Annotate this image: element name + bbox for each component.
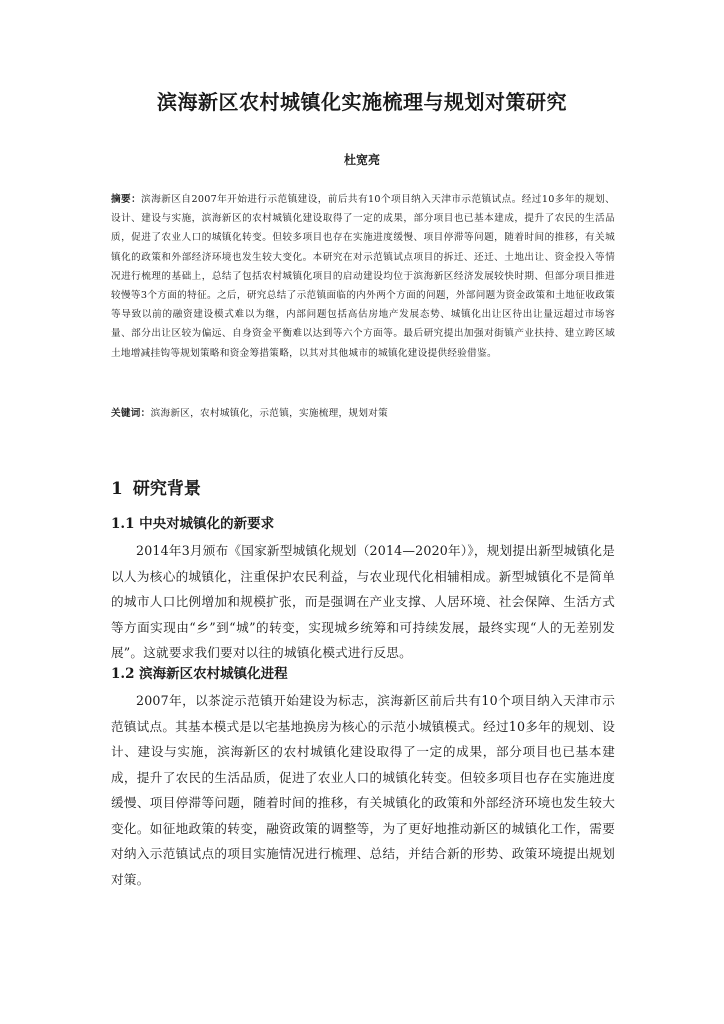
keywords-text: 滨海新区，农村城镇化，示范镇，实施梳理，规划对策 (150, 408, 389, 419)
keywords (111, 406, 615, 422)
abstract-label: 摘要： (111, 194, 142, 205)
abstract (111, 190, 615, 363)
keywords-label: 关键词： (111, 408, 151, 419)
author-name: 杜宽亮 (343, 153, 380, 167)
section-1-number: 1 (111, 479, 123, 499)
subsection-1-1-paragraph: 2014年3月颁布《国家新型城镇化规划（2014—2020年）》，规划提出新型城镇化是以人为核心的城镇化，注重保护农民利益，与农业现代化相辅相成。新型城镇化不是简单的城市人口比例增加和规模扩张，而是强调在产业支撑、人居环境、社会保障、生活方式等方面实现由“乡”到“城”的转变，实现城乡统筹和可持续发展，最终实现“人的无差别发展”。这就要求我们要对以往的城镇化模式进行反思。 (111, 543, 615, 660)
subsection-1-1-heading: 1.1 中央对城镇化的新要求 (111, 516, 275, 532)
abstract-text: 滨海新区自2007年开始进行示范镇建设，前后共有10个项目纳入天津市示范镇试点。经过10多年的规划、设计、建设与实施，滨海新区的农村城镇化建设取得了一定的成果，部分项目也已基本建成，提升了农民的生活品质，促进了农业人口的城镇化转变。但较多项目也存在实施进度缓慢、项目停滞等问题，随着时间的推移，有关城镇化的政策和外部经济环境也发生较大变化。本研究在对示范镇试点项目的拆迁、还迁、土地出让、资金投入等情况进行梳理的基础上，总结了包括农村城镇化项目的启动建设均位于滨海新区经济发展较快时期、但部分项目推进较慢等3个方面的特征。之后，研究总结了示范镇面临的内外两个方面的问题，外部问题为资金政策和土地征收政策等导致以前的融资建设模式难以为继，内部问题包括高估房地产发展态势、城镇化出让区待出让量远超过市场容量、部分出让区较为偏远、自身资金平衡难以达到等六个方面等。最后研究提出加强对街镇产业扶持、建立跨区域土地增减挂钩等规划策略和资金筹措策略，以其对其他城市的城镇化建设提供经验借鉴。 (111, 194, 615, 359)
subsection-1-2-paragraph: 2007年，以茶淀示范镇开始建设为标志，滨海新区前后共有10个项目纳入天津市示范镇试点。其基本模式是以宅基地换房为核心的示范小城镇模式。经过10多年的规划、设计、建设与实施，滨海新区的农村城镇化建设取得了一定的成果，部分项目也已基本建成，提升了农民的生活品质，促进了农业人口的城镇化转变。但较多项目也存在实施进度缓慢、项目停滞等问题，随着时间的推移，有关城镇化的政策和外部经济环境也发生较大变化。如征地政策的转变，融资政策的调整等，为了更好地推动新区的城镇化工作，需要对纳入示范镇试点的项目实施情况进行梳理、总结，并结合新的形势、政策环境提出规划对策。 (111, 693, 615, 887)
subsection-1-2-heading: 1.2 滨海新区农村城镇化进程 (111, 666, 288, 682)
section-1-title: 研究背景 (132, 479, 201, 499)
paper-title: 滨海新区农村城镇化实施梳理与规划对策研究 (157, 90, 567, 114)
section-1-heading (111, 478, 615, 500)
